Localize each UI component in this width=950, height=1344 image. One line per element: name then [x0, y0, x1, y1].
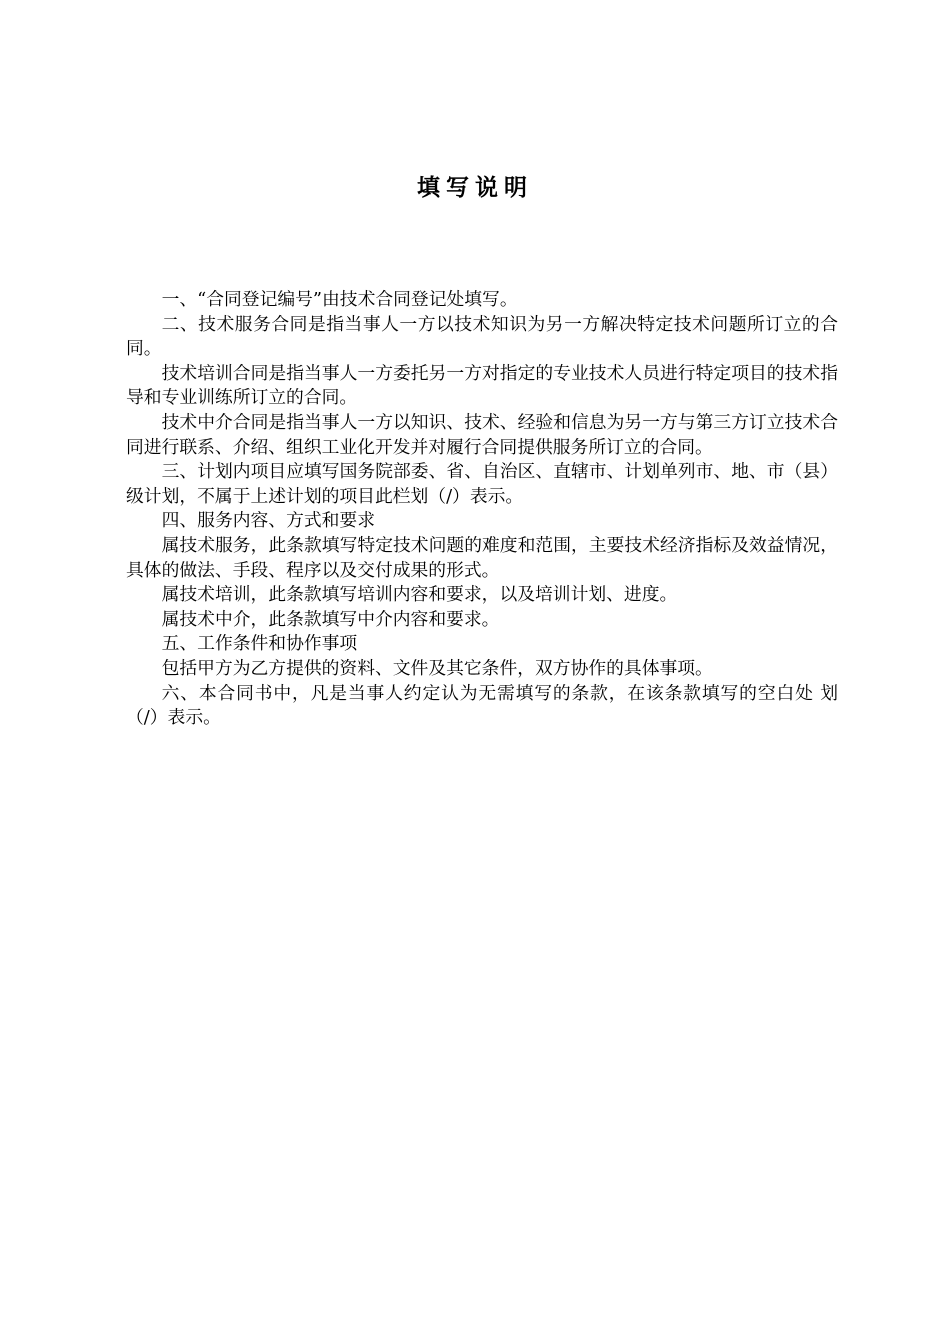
paragraph-9: 属技术中介，此条款填写中介内容和要求。: [161, 608, 500, 630]
paragraph-11: 包括甲方为乙方提供的资料、文件及其它条件，双方协作的具体事项。: [161, 657, 713, 679]
paragraph-5: 三、计划内项目应填写国务院部委、省、自治区、直辖市、计划单列市、地、市（县）级计划，不属于上述计划的项目此栏划（/）表示。: [126, 461, 838, 507]
page-title: 填写说明: [417, 175, 533, 201]
paragraph-7: 属技术服务，此条款填写特定技术问题的难度和范围，主要技术经济指标及效益情况，具体的做法、手段、程序以及交付成果的形式。: [126, 534, 838, 581]
paragraph-1: 一、“合同登记编号”由技术合同登记处填写。: [161, 289, 518, 310]
paragraph-12: 六、本合同书中，凡是当事人约定认为无需填写的条款，在该条款填写的空白处 划（/）表示。: [126, 682, 838, 729]
paragraph-6: 四、服务内容、方式和要求: [161, 510, 375, 532]
paragraph-4: 技术中介合同是指当事人一方以知识、技术、经验和信息为另一方与第三方订立技术合同进行联系、介绍、组织工业化开发并对履行合同提供服务所订立的合同。: [126, 411, 838, 458]
paragraph-2: 二、技术服务合同是指当事人一方以技术知识为另一方解决特定技术问题所订立的合同。: [126, 313, 838, 360]
paragraph-8: 属技术培训，此条款填写培训内容和要求，以及培训计划、进度。: [161, 584, 678, 606]
instructions-body: [126, 288, 838, 731]
paragraph-10: 五、工作条件和协作事项: [161, 633, 358, 655]
paragraph-3: 技术培训合同是指当事人一方委托另一方对指定的专业技术人员进行特定项目的技术指导和专业训练所订立的合同。: [126, 362, 838, 409]
